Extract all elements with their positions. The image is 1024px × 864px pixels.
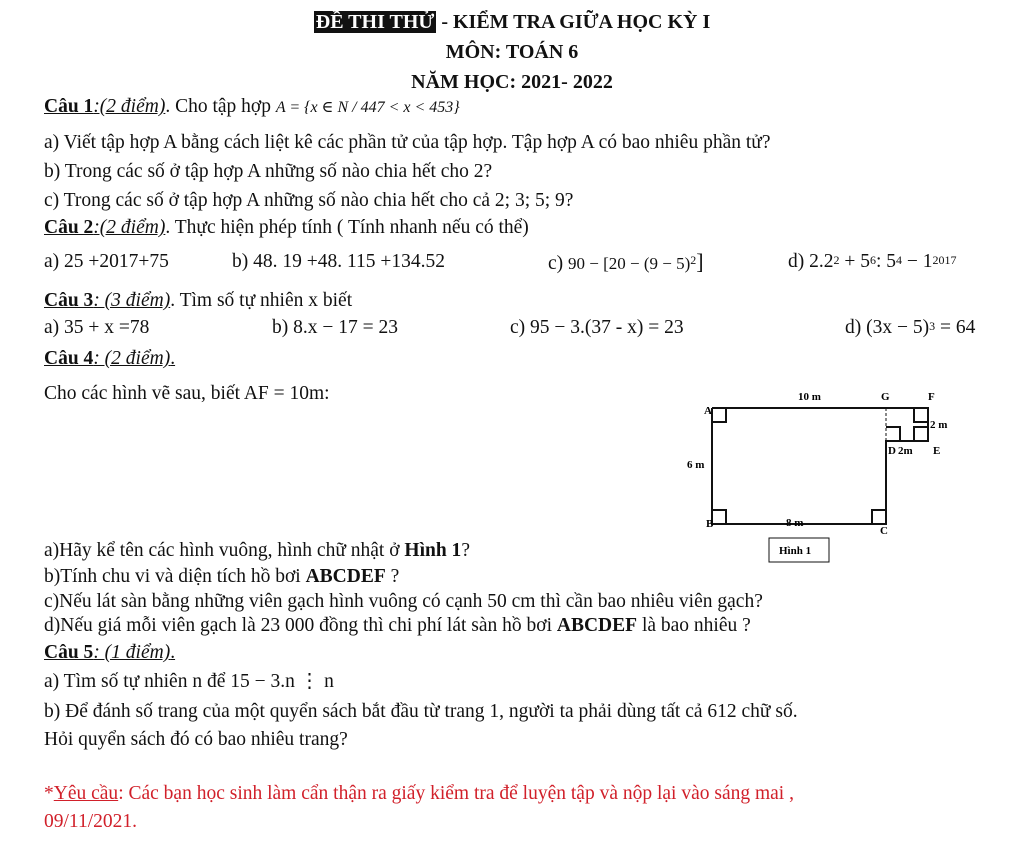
angle-mark-e bbox=[914, 427, 928, 441]
q2-part-d bbox=[788, 250, 957, 274]
q1-label: Câu 1 bbox=[44, 96, 94, 117]
q4-part-a bbox=[44, 539, 470, 563]
q3-part-d-suffix: = 64 bbox=[935, 317, 976, 338]
q3-points: : (3 điểm) bbox=[93, 290, 171, 311]
requirement-date: 09/11/2021. bbox=[44, 811, 137, 832]
exam-year: NĂM HỌC: 2021- 2022 bbox=[411, 71, 613, 93]
angle-mark-b bbox=[712, 510, 726, 524]
q2-part-d-exp4: 2017 bbox=[932, 253, 957, 267]
exam-title-highlight: ĐỀ THI THỬ bbox=[315, 11, 435, 33]
q4-points: : (2 điểm) bbox=[93, 348, 171, 369]
angle-mark-d bbox=[886, 427, 900, 441]
q1-part-b: b) Trong các số ở tập hợp A những số nào chia hết cho 2? bbox=[44, 161, 493, 182]
point-label-a: A bbox=[704, 405, 712, 417]
q2-part-d-mid1: + 5 bbox=[839, 251, 870, 272]
q5-heading bbox=[44, 641, 175, 665]
q3-part-c: c) 95 − 3.(37 - x) = 23 bbox=[510, 317, 684, 338]
requirement-label: Yêu cầu bbox=[53, 783, 119, 804]
q1-heading bbox=[44, 95, 460, 120]
point-label-f: F bbox=[928, 391, 935, 403]
point-label-d: D bbox=[888, 445, 896, 457]
angle-mark-f bbox=[914, 408, 928, 422]
angle-mark-c bbox=[872, 510, 886, 524]
q1-part-a: a) Viết tập hợp A bằng cách liệt kê các phần tử của tập hợp. Tập hợp A có bao nhiêu phần tử? bbox=[44, 132, 771, 153]
q4-part-b bbox=[44, 565, 399, 589]
q3-heading bbox=[44, 289, 352, 313]
q4-part-c: c)Nếu lát sàn bằng những viên gạch hình vuông có cạnh 50 cm thì cần bao nhiêu viên gạch? bbox=[44, 591, 763, 612]
length-label-left: 6 m bbox=[687, 459, 705, 471]
length-label-de: 2m bbox=[898, 445, 913, 457]
point-label-g: G bbox=[881, 391, 890, 403]
point-label-b: B bbox=[706, 518, 714, 530]
requirement-text: : Các bạn học sinh làm cẩn thận ra giấy kiểm tra để luyện tập và nộp lại vào sáng mai , bbox=[118, 783, 794, 804]
q2-part-b: b) 48. 19 +48. 115 +134.52 bbox=[232, 251, 446, 272]
q4-part-a-prefix: a)Hãy kể tên các hình vuông, hình chữ nhật ở bbox=[44, 540, 405, 561]
q4-intro: Cho các hình vẽ sau, biết AF = 10m: bbox=[44, 383, 330, 404]
q1-prompt: . Cho tập hợp bbox=[165, 96, 276, 117]
requirement-star: * bbox=[44, 783, 54, 804]
q1-part-c: c) Trong các số ở tập hợp A những số nào chia hết cho cả 2; 3; 5; 9? bbox=[44, 190, 574, 211]
q5-part-b-line2: Hỏi quyển sách đó có bao nhiêu trang? bbox=[44, 729, 348, 750]
q2-points: :(2 điểm) bbox=[93, 217, 166, 238]
q5-part-b: b) Để đánh số trang của một quyển sách bắt đầu từ trang 1, người ta phải dùng tất cả 612 chữ số. bbox=[44, 701, 798, 722]
q2-part-d-prefix: d) 2.2 bbox=[788, 251, 834, 272]
q2-heading bbox=[44, 216, 529, 240]
requirement-note bbox=[44, 782, 794, 806]
q5-part-a: a) Tìm số tự nhiên n để 15 − 3.n ⋮ n bbox=[44, 671, 334, 692]
q3-label: Câu 3 bbox=[44, 290, 94, 311]
q4-part-d-prefix: d)Nếu giá mỗi viên gạch là 23 000 đồng thì chi phí lát sàn hồ bơi bbox=[44, 615, 557, 636]
q4-part-d-bold: ABCDEF bbox=[556, 615, 638, 636]
q4-part-b-suffix: ? bbox=[385, 566, 400, 587]
q4-heading bbox=[44, 347, 175, 371]
q3-prompt: . Tìm số tự nhiên x biết bbox=[170, 290, 353, 311]
q2-part-c-exponent: 2 bbox=[690, 253, 697, 267]
length-label-right: 2 m bbox=[930, 419, 948, 431]
q4-part-b-prefix: b)Tính chu vi và diện tích hồ bơi bbox=[44, 566, 306, 587]
q1-set-expression: A = {x ∈ N / 447 < x < 453} bbox=[275, 99, 460, 116]
length-label-top: 10 m bbox=[798, 391, 821, 403]
exam-title bbox=[0, 10, 1024, 34]
q4-part-a-bold: Hình 1 bbox=[404, 540, 462, 561]
q4-part-a-suffix: ? bbox=[461, 540, 470, 561]
q2-prompt: . Thực hiện phép tính ( Tính nhanh nếu có thể) bbox=[165, 217, 529, 238]
length-label-bottom: 8 m bbox=[786, 517, 804, 529]
q5-heading-end: . bbox=[170, 642, 176, 663]
exam-title-rest: - KIỂM TRA GIỮA HỌC KỲ I bbox=[436, 11, 711, 33]
q5-points: : (1 điểm) bbox=[93, 642, 171, 663]
q2-part-c-expression: 90 − [20 − (9 − 5) bbox=[568, 254, 691, 273]
point-label-e: E bbox=[933, 445, 941, 457]
q3-part-b: b) 8.x − 17 = 23 bbox=[272, 317, 398, 338]
q1-points: :(2 điểm) bbox=[93, 96, 166, 117]
q2-part-c-prefix: c) bbox=[548, 253, 569, 274]
q4-label: Câu 4 bbox=[44, 348, 94, 369]
q2-part-d-exp3: 4 bbox=[896, 253, 903, 267]
pool-outline bbox=[712, 408, 928, 524]
q2-part-d-exp1: 2 bbox=[833, 253, 840, 267]
q3-part-a: a) 35 + x =78 bbox=[44, 317, 150, 338]
figure-hinh-1 bbox=[687, 384, 990, 569]
exam-subject: MÔN: TOÁN 6 bbox=[445, 41, 579, 63]
figure-caption: Hình 1 bbox=[779, 545, 812, 557]
q2-part-d-exp2: 6 bbox=[870, 253, 876, 267]
q3-part-d bbox=[845, 316, 975, 340]
point-label-c: C bbox=[880, 525, 888, 537]
angle-mark-a bbox=[712, 408, 726, 422]
q4-part-d bbox=[44, 614, 751, 638]
q2-part-c-close: ] bbox=[696, 249, 704, 274]
q4-part-b-bold: ABCDEF bbox=[305, 566, 386, 587]
q4-part-d-suffix: là bao nhiêu ? bbox=[637, 615, 751, 636]
q3-part-d-prefix: d) (3x − 5) bbox=[845, 317, 930, 338]
q3-part-d-exponent: 3 bbox=[929, 319, 936, 333]
q5-label: Câu 5 bbox=[44, 642, 94, 663]
q2-part-c bbox=[548, 250, 704, 276]
q2-part-a: a) 25 +2017+75 bbox=[44, 251, 169, 272]
q2-part-d-mid2: : 5 bbox=[876, 251, 897, 272]
q2-label: Câu 2 bbox=[44, 217, 94, 238]
q4-heading-end: . bbox=[170, 348, 176, 369]
q2-part-d-mid3: − 1 bbox=[902, 251, 933, 272]
